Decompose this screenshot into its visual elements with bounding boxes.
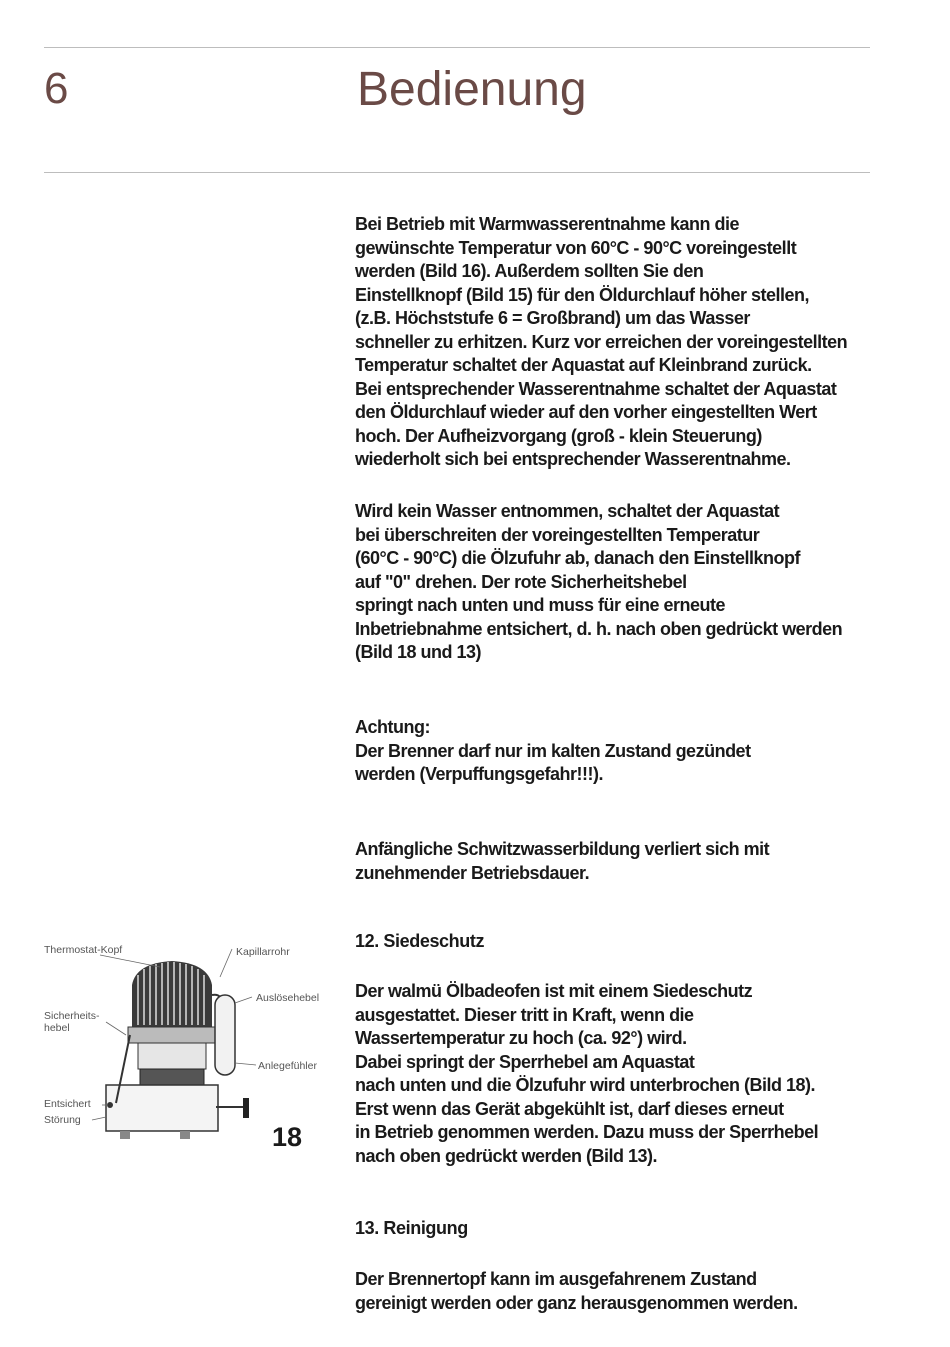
section-cleaning [355, 1218, 945, 1239]
top-rule [44, 47, 870, 48]
section-text: Der walmü Ölbadeofen ist mit einem Siedeschutz ausgestattet. Dieser tritt in Kraft, wenn die Wassertemperatur zu hoch (ca. 92°) wird. Dabei springt der Sperrhebel am Aquastat nach unten und die Ölzufuhr wird unterbrochen (Bild 18). Erst wenn das Gerät abgekühlt ist, darf dieses erneut in Betrieb genommen werden. Dazu muss der Sperrhebel nach oben gedrückt werden (Bild 13). [355, 981, 819, 1166]
section-boil-protection [355, 931, 945, 952]
label-release-lever: Auslösehebel [256, 992, 320, 1004]
warning-text: Achtung: Der Brenner darf nur im kalten Zustand gezündet werden (Verpuffungsgefahr!!!). [355, 717, 751, 784]
bottom-rule [44, 172, 870, 173]
section-text: Der Brennertopf kann im ausgefahrenem Zustand gereinigt werden oder ganz herausgenommen werden. [355, 1269, 798, 1313]
sensor-bulb [215, 995, 235, 1075]
section-heading: 12. Siedeschutz [355, 931, 485, 951]
label-fault: Störung [44, 1114, 81, 1126]
label-unlocked: Entsichert [44, 1098, 91, 1110]
section-boil-protection-body [355, 980, 945, 1168]
chapter-title: Bedienung [357, 63, 587, 116]
section-cleaning-body [355, 1268, 945, 1315]
warning-block [355, 716, 945, 787]
label-capillary-tube: Kapillarrohr [236, 946, 290, 958]
paragraph-condensation [355, 838, 945, 885]
section-heading: 13. Reinigung [355, 1218, 468, 1238]
paragraph-no-water [355, 500, 945, 665]
paragraph-text: Anfängliche Schwitzwasserbildung verliert sich mit zunehmender Betriebsdauer. [355, 839, 770, 883]
label-safety-lever [44, 1010, 102, 1034]
paragraph-text: Wird kein Wasser entnommen, schaltet der Aquastat bei überschreiten der voreingestellten Temperatur (60°C - 90°C) die Ölzufuhr ab, danach den Einstellknopf auf "0" drehen. Der rote Sicherheitshebel springt nach unten und muss für eine erneute Inbetriebnahme entsichert, d. h. nach oben gedrückt werden (Bild 18 und 13) [355, 501, 843, 662]
label-thermostat-head: Thermostat-Kopf [44, 944, 123, 956]
thermostat-head-drawing [128, 961, 216, 1085]
paragraph-text: Bei Betrieb mit Warmwasserentnahme kann die gewünschte Temperatur von 60°C - 90°C voreingestellt werden (Bild 16). Außerdem sollten Sie den Einstellknopf (Bild 15) für den Öldurchlauf höher stellen, (z.B. Höchststufe 6 = Großbrand) um das Wasser schneller zu erhitzen. Kurz vor erreichen der voreingestellten Temperatur schaltet der Aquastat auf Kleinbrand zurück. Bei entsprechender Wasserentnahme schaltet der Aquastat den Öldurchlauf wieder auf den vorher eingestellten Wert hoch. Der Aufheizvorgang (groß - klein Steuerung) wiederholt sich bei entsprechender Wasserentnahme. [355, 214, 848, 469]
label-contact-sensor: Anlegefühler [258, 1060, 317, 1072]
label-safety-lever-line1: Sicherheits- [44, 1010, 100, 1022]
chapter-number: 6 [44, 64, 69, 113]
label-safety-lever-line2: hebel [44, 1022, 70, 1034]
aquastat-base [106, 1085, 218, 1131]
figure-number: 18 [272, 1122, 303, 1152]
paragraph-hot-water [355, 213, 945, 472]
